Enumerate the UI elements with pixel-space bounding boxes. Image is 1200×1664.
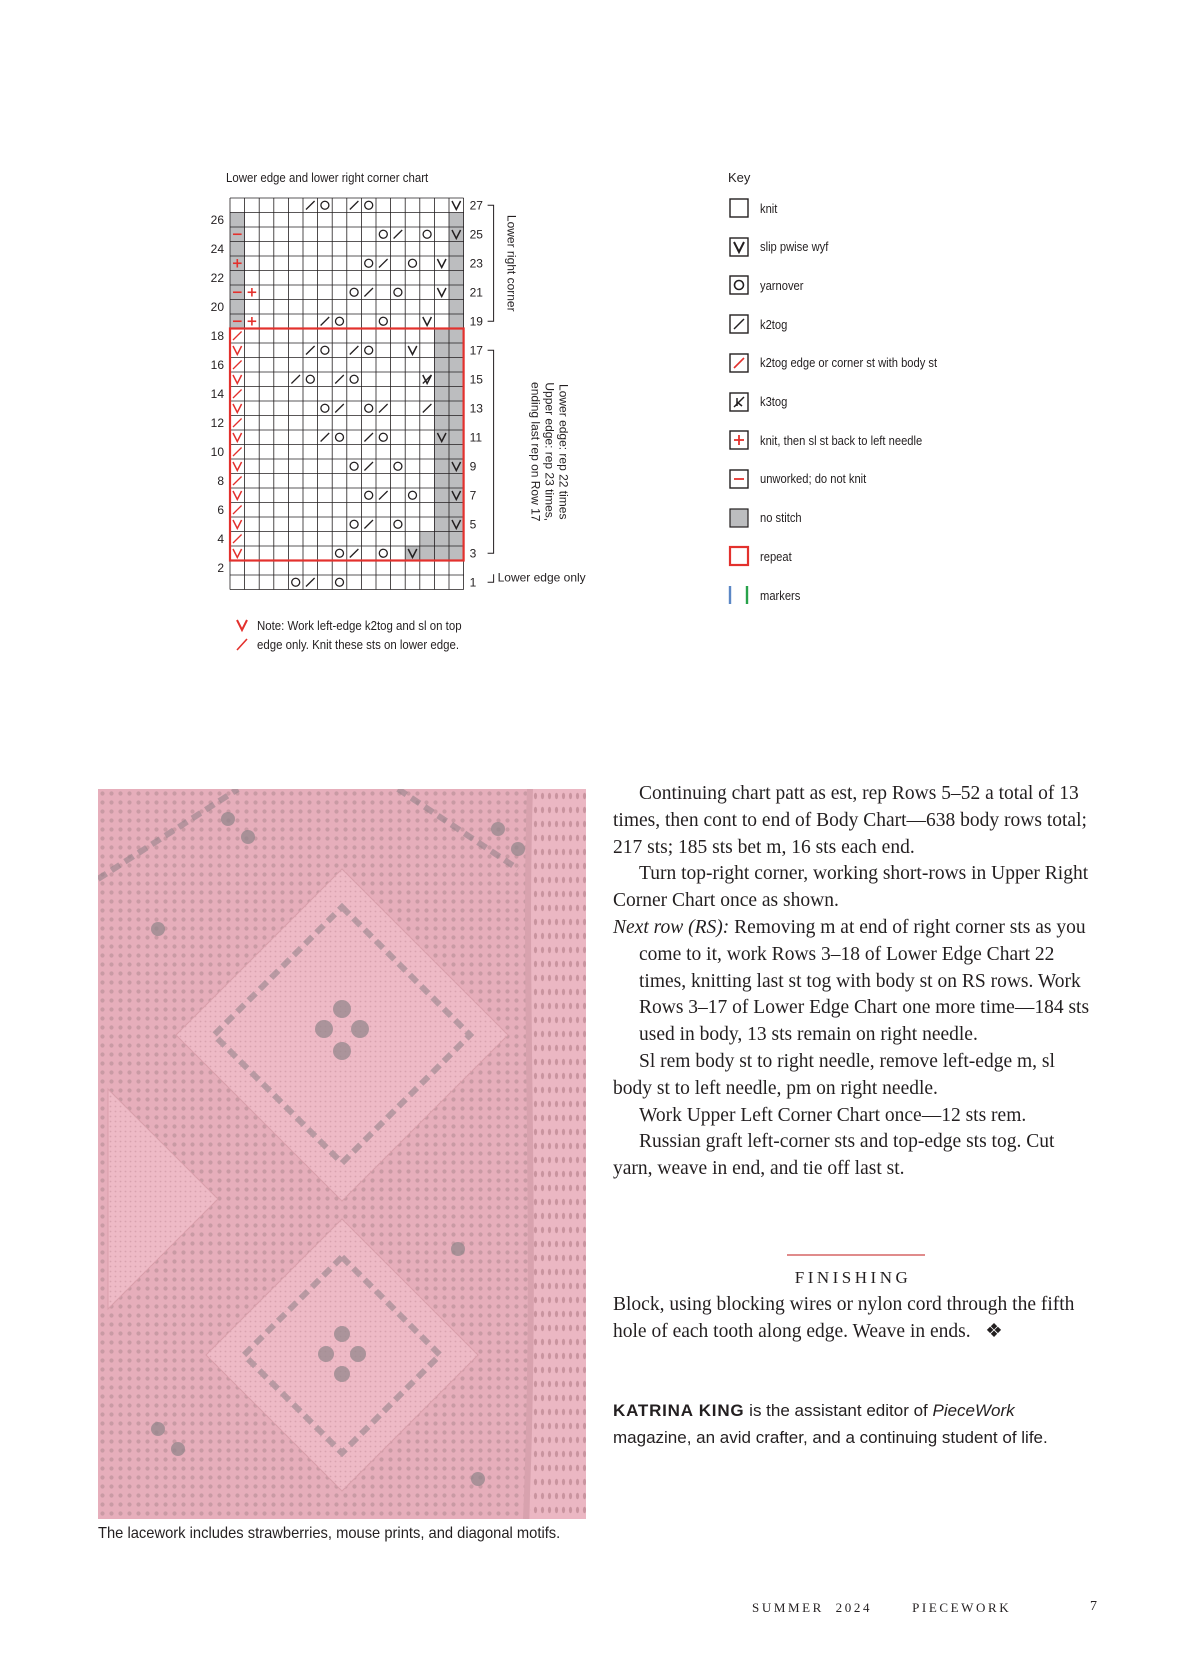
- key-label: no stitch: [760, 510, 802, 526]
- k2tog-symbol: [423, 404, 432, 413]
- row-number-left: 26: [210, 213, 224, 227]
- key-label: knit, then sl st back to left needle: [760, 432, 923, 448]
- repeat-label: [529, 382, 571, 522]
- key-item: [728, 585, 807, 605]
- note-symbols-icon: [235, 617, 249, 653]
- finishing-heading: FINISHING: [794, 1268, 912, 1287]
- section-divider: [787, 1254, 925, 1256]
- k2tog-edge-icon: [728, 352, 750, 374]
- yarnover-symbol: [394, 462, 402, 470]
- row-number-left: 12: [210, 416, 224, 430]
- no-stitch-cell: [449, 401, 464, 416]
- key-item: [728, 314, 792, 334]
- no-stitch-cell: [449, 416, 464, 431]
- key-label: repeat: [760, 548, 792, 564]
- no-stitch-cell: [434, 474, 449, 489]
- magazine-title: PIECEWORK: [912, 1600, 1012, 1615]
- row-number-right: 13: [469, 401, 483, 416]
- no-stitch-cell: [230, 213, 245, 228]
- k2tog-symbol: [335, 375, 344, 384]
- slip-symbol: [233, 404, 242, 413]
- yarnover-symbol: [321, 404, 329, 412]
- k2tog-edge-symbol: [233, 419, 242, 428]
- yarnover-symbol: [365, 491, 373, 499]
- k2tog-edge-symbol: [233, 332, 242, 341]
- yarnover-symbol: [379, 549, 387, 557]
- magazine-name: PieceWork: [932, 1401, 1015, 1420]
- chart-note: [235, 616, 507, 654]
- no-stitch-cell: [434, 416, 449, 431]
- repeat-bracket: [488, 350, 494, 553]
- slip-symbol: [233, 462, 242, 471]
- no-stitch-cell: [449, 256, 464, 271]
- chart-note-text: Note: Work left-edge k2tog and sl on top edge only. Knit these sts on lower edge.: [257, 618, 462, 652]
- paragraph: [613, 915, 1093, 1049]
- slip-pwise-wyf-icon: [728, 236, 750, 258]
- row-number-right: 3: [469, 546, 477, 561]
- row-number-right: 23: [469, 256, 483, 271]
- key-label: k2tog: [760, 316, 788, 332]
- no-stitch-cell: [449, 372, 464, 387]
- row-number-left: 4: [217, 532, 224, 546]
- slip-symbol: [452, 201, 461, 210]
- yarnover-symbol: [379, 230, 387, 238]
- yarnover-symbol: [365, 259, 373, 267]
- next-row-text: Removing m at end of right corner sts as you come to it, work Rows 3–18 of Lower Edge Chart 22 times, knitting last st tog with body st on RS rows. Work Rows 3–17 of Lower Edge Chart one more time—184 sts used in body, 13 sts remain on right needle.: [639, 916, 1090, 1046]
- no-stitch-cell: [449, 271, 464, 286]
- yarnover-symbol: [336, 549, 344, 557]
- yarnover-symbol: [379, 433, 387, 441]
- k2tog-symbol: [306, 578, 315, 587]
- key-label: slip pwise wyf: [760, 239, 829, 255]
- k2tog-edge-symbol: [233, 448, 242, 457]
- no-stitch-cell: [449, 358, 464, 373]
- no-stitch-cell: [434, 488, 449, 503]
- row-number-right: 5: [469, 517, 477, 532]
- k2tog-symbol: [364, 288, 373, 297]
- yarnover-symbol: [365, 201, 373, 209]
- no-stitch-cell: [449, 300, 464, 315]
- row-number-left: 20: [210, 300, 224, 314]
- row-number-right: 21: [469, 285, 483, 300]
- yarnover-symbol: [365, 346, 373, 354]
- key-item: [728, 353, 966, 373]
- no-stitch-cell: [434, 358, 449, 373]
- no-stitch-cell: [449, 546, 464, 561]
- k2tog-edge-symbol: [233, 477, 242, 486]
- no-stitch-cell: [449, 242, 464, 257]
- corner-label: Lower right corner: [504, 214, 519, 312]
- k2tog-symbol: [364, 520, 373, 529]
- body-text: [613, 781, 1093, 1183]
- knit-icon: [728, 197, 750, 219]
- paragraph: Work Upper Left Corner Chart once—12 sts rem.: [639, 1104, 1027, 1126]
- k2tog-symbol: [379, 491, 388, 500]
- k2tog-symbol: [394, 230, 403, 239]
- k2tog-symbol: [379, 404, 388, 413]
- row-number-left: 10: [210, 445, 224, 459]
- k2tog-edge-symbol: [233, 506, 242, 515]
- key-item: [728, 392, 792, 412]
- slip-symbol: [233, 549, 242, 558]
- k2tog-edge-symbol: [233, 390, 242, 399]
- no-stitch-cell: [449, 503, 464, 518]
- yarnover-symbol: [394, 288, 402, 296]
- yarnover-symbol: [350, 520, 358, 528]
- k2tog-symbol: [350, 549, 359, 558]
- key-item: [728, 469, 884, 489]
- corner-bracket: [488, 205, 494, 321]
- yarnover-symbol: [350, 375, 358, 383]
- no-stitch-cell: [449, 329, 464, 344]
- slip-symbol: [233, 346, 242, 355]
- yarnover-symbol: [379, 317, 387, 325]
- next-row-lead: Next row (RS):: [613, 916, 730, 938]
- row-number-left: 2: [217, 561, 224, 575]
- k2tog-symbol: [335, 404, 344, 413]
- slip-symbol: [437, 288, 446, 297]
- row-number-left: 18: [210, 329, 224, 343]
- row-number-left: 16: [210, 358, 224, 372]
- row-number-left: 14: [210, 387, 224, 401]
- lace-photo: [98, 789, 586, 1519]
- no-stitch-cell: [230, 242, 245, 257]
- slip-symbol: [423, 317, 432, 326]
- lower-edge-label: Lower edge only: [497, 570, 586, 585]
- no-stitch-icon: [728, 507, 750, 529]
- key-item: [728, 198, 780, 218]
- bio-text: magazine, an avid crafter, and a continuing student of life.: [613, 1428, 1048, 1447]
- page-number: 7: [1090, 1599, 1097, 1614]
- row-number-right: 7: [469, 488, 477, 503]
- paragraph: Turn top-right corner, working short-rows in Upper Right Corner Chart once as shown.: [613, 863, 1089, 912]
- slip-symbol: [233, 375, 242, 384]
- no-stitch-cell: [434, 329, 449, 344]
- no-stitch-cell: [420, 532, 435, 547]
- k2tog-symbol: [350, 346, 359, 355]
- paragraph: Sl rem body st to right needle, remove left-edge m, sl body st to left needle, pm on right needle.: [613, 1050, 1055, 1099]
- k2tog-symbol: [291, 375, 300, 384]
- yarnover-symbol: [365, 404, 373, 412]
- slip-symbol: [437, 259, 446, 268]
- row-number-right: 17: [469, 343, 483, 358]
- no-stitch-cell: [434, 387, 449, 402]
- key-item: [728, 275, 811, 295]
- slip-symbol: [233, 520, 242, 529]
- row-number-left: 8: [217, 474, 224, 488]
- end-mark-icon: ❖: [985, 1320, 1003, 1342]
- row-number-right: 27: [469, 198, 483, 213]
- no-stitch-cell: [449, 343, 464, 358]
- no-stitch-cell: [434, 517, 449, 532]
- k2tog-symbol: [321, 317, 330, 326]
- no-stitch-cell: [434, 459, 449, 474]
- k2tog-symbol: [321, 433, 330, 442]
- yarnover-symbol: [350, 462, 358, 470]
- row-number-left: 6: [217, 503, 224, 517]
- repeat-label-line: ending last rep on Row 17: [528, 382, 543, 522]
- finishing-body: Block, using blocking wires or nylon cord through the fifth hole of each tooth along edge. Weave in ends.: [613, 1294, 1075, 1342]
- row-number-right: 1: [469, 575, 477, 590]
- row-number-right: 19: [469, 314, 483, 329]
- lower-edge-bracket: [488, 574, 494, 582]
- no-stitch-cell: [434, 445, 449, 460]
- no-stitch-cell: [449, 445, 464, 460]
- row-number-right: 11: [469, 430, 483, 445]
- yarnover-icon: [728, 274, 750, 296]
- photo-caption: The lacework includes strawberries, mouse prints, and diagonal motifs.: [98, 1525, 561, 1542]
- no-stitch-cell: [420, 546, 435, 561]
- markers-icon: [728, 584, 750, 606]
- no-stitch-cell: [449, 430, 464, 445]
- k2tog-symbol: [306, 201, 315, 210]
- key-label: yarnover: [760, 277, 804, 293]
- no-stitch-cell: [434, 532, 449, 547]
- yarnover-symbol: [336, 578, 344, 586]
- k2tog-symbol: [350, 201, 359, 210]
- k2tog-icon: [728, 313, 750, 335]
- row-number-right: 25: [469, 227, 483, 242]
- yarnover-symbol: [321, 201, 329, 209]
- repeat-label-line: Upper edge: rep 23 times,: [542, 382, 557, 522]
- slip-symbol: [233, 433, 242, 442]
- k2tog-symbol: [379, 259, 388, 268]
- key-label: k2tog edge or corner st with body st: [760, 355, 938, 371]
- key-title: Key: [728, 170, 751, 185]
- yarnover-symbol: [394, 520, 402, 528]
- key-label: markers: [760, 587, 801, 603]
- bio-text: is the assistant editor of: [744, 1401, 933, 1420]
- row-number-right: 15: [469, 372, 483, 387]
- chart-title: Lower edge and lower right corner chart: [226, 170, 429, 185]
- yarnover-symbol: [336, 317, 344, 325]
- k2tog-symbol: [306, 346, 315, 355]
- yarnover-symbol: [409, 491, 417, 499]
- yarnover-symbol: [423, 230, 431, 238]
- paragraph: Continuing chart patt as est, rep Rows 5–52 a total of 13 times, then cont to end of Body Chart—638 body rows total; 217 sts; 185 sts bet m, 16 sts each end.: [613, 783, 1087, 858]
- repeat-icon: [728, 545, 750, 567]
- no-stitch-cell: [449, 532, 464, 547]
- no-stitch-cell: [230, 271, 245, 286]
- slip-symbol: [408, 346, 417, 355]
- key-label: knit: [760, 200, 778, 216]
- yarnover-symbol: [409, 259, 417, 267]
- no-stitch-cell: [434, 546, 449, 561]
- no-stitch-cell: [434, 503, 449, 518]
- finishing-text: [613, 1292, 1093, 1346]
- no-stitch-cell: [449, 285, 464, 300]
- no-stitch-cell: [449, 387, 464, 402]
- lace-chart: [190, 188, 610, 608]
- no-stitch-cell: [449, 213, 464, 228]
- yarnover-symbol: [321, 346, 329, 354]
- key-item: [728, 430, 949, 450]
- issue-date: SUMMER 2024: [752, 1600, 873, 1615]
- repeat-label-line: Lower edge: rep 22 times: [556, 384, 571, 520]
- k2tog-edge-symbol: [233, 535, 242, 544]
- author-bio: [613, 1397, 1093, 1451]
- page-footer: [752, 1600, 1011, 1616]
- no-stitch-cell: [230, 300, 245, 315]
- k2tog-symbol: [364, 433, 373, 442]
- yarnover-symbol: [292, 578, 300, 586]
- lace-photo-image: [98, 789, 586, 1519]
- author-name: KATRINA KING: [613, 1401, 745, 1420]
- key-item: [728, 546, 797, 566]
- row-number-left: 24: [210, 242, 224, 256]
- key-label: k3tog: [760, 394, 788, 409]
- no-stitch-cell: [449, 314, 464, 329]
- paragraph: Russian graft left-corner sts and top-edge sts tog. Cut yarn, weave in end, and tie off last st.: [613, 1131, 1055, 1180]
- key-item: [728, 508, 808, 528]
- knit-slip-back-icon: [728, 429, 750, 451]
- unworked-icon: [728, 468, 750, 490]
- k2tog-edge-symbol: [233, 361, 242, 370]
- yarnover-symbol: [306, 375, 314, 383]
- no-stitch-cell: [449, 474, 464, 489]
- key-label: unworked; do not knit: [760, 471, 867, 487]
- no-stitch-cell: [434, 401, 449, 416]
- no-stitch-cell: [434, 372, 449, 387]
- yarnover-symbol: [350, 288, 358, 296]
- no-stitch-cell: [434, 343, 449, 358]
- k3tog-icon: [728, 391, 750, 413]
- k2tog-symbol: [364, 462, 373, 471]
- key-item: [728, 237, 839, 257]
- slip-symbol: [233, 491, 242, 500]
- row-number-right: 9: [469, 459, 477, 474]
- row-number-left: 22: [210, 271, 224, 285]
- yarnover-symbol: [336, 433, 344, 441]
